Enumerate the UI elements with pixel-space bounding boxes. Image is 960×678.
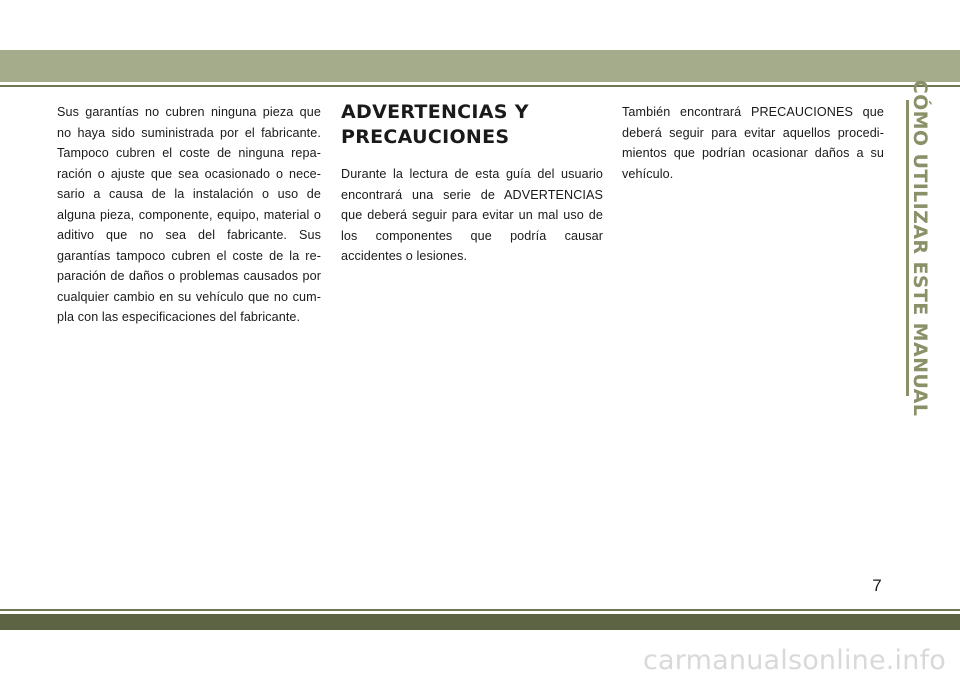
header-rule [0,85,960,87]
right-column-paragraph: También encontrará PRECAUCIONES que deberá seguir para evitar aquellos procedi- mientos que podrían ocasionar daños a su vehículo. [622,105,884,181]
right-column [622,102,884,184]
section-heading [341,100,603,150]
section-heading-line2: PRECAUCIONES [341,126,510,148]
watermark: carmanualsonline.info [643,645,946,676]
chapter-title: CÓMO UTILIZAR ESTE MANUAL [909,79,931,417]
footer-band [0,614,960,630]
middle-column [341,100,603,267]
middle-column-paragraph: Durante la lectura de esta guía del usuario encontrará una serie de ADVERTENCIAS que deberá seguir para evitar un mal uso de los componentes que podría causar accidentes o lesiones. [341,167,603,263]
section-heading-line1: ADVERTENCIAS Y [341,101,529,123]
left-column [57,102,321,328]
header-band [0,50,960,82]
left-column-paragraph: Sus garantías no cubren ninguna pieza que no haya sido suministrada por el fabricante. Tampoco cubren el coste de ninguna repa- ración o ajuste que sea ocasionado o nece- sario a causa de la instalación o uso de alguna pieza, componente, equipo, material o aditivo que no sea del fabricante. Sus garantías tampoco cubren el coste de la re- paración de daños o problemas causados por cualquier cambio en su vehículo que no cum- pla con las especificaciones del fabricante. [57,105,321,324]
chapter-side-tab [906,79,934,417]
page-number: 7 [872,576,882,595]
footer-rule [0,609,960,611]
